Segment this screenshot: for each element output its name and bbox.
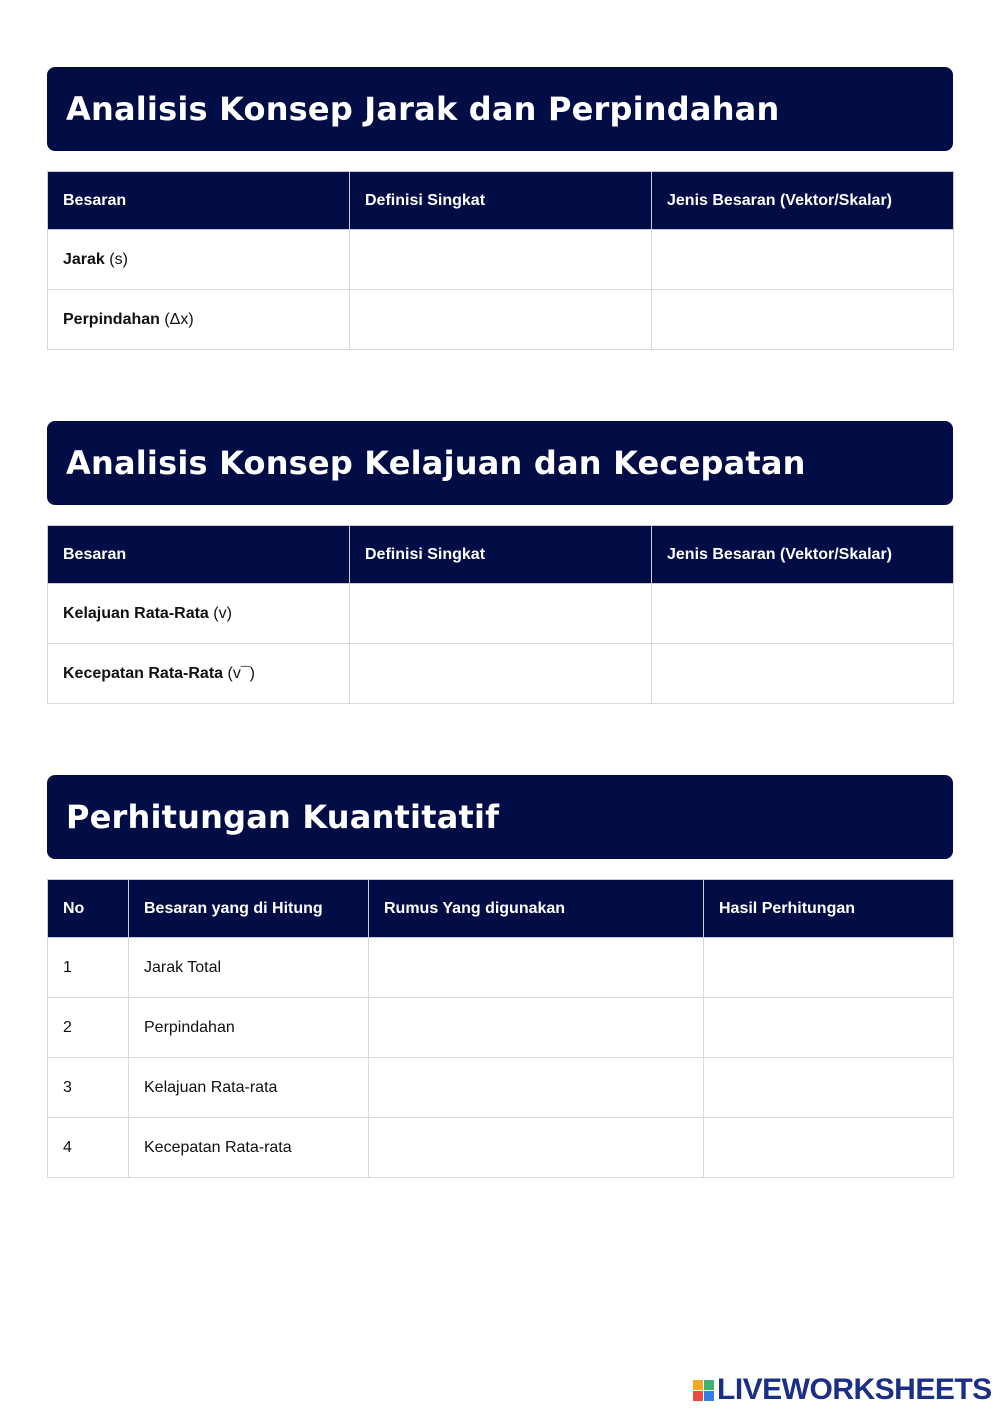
formula-answer-cell[interactable]: [369, 998, 704, 1058]
result-answer-cell[interactable]: [704, 998, 954, 1058]
row-number: 2: [48, 998, 129, 1058]
section-title: Analisis Konsep Kelajuan dan Kecepatan: [66, 444, 806, 482]
row-number: 1: [48, 938, 129, 998]
column-header: Rumus Yang digunakan: [369, 880, 704, 938]
quantity-symbol: (v¯): [223, 664, 255, 682]
quantity-symbol: (s): [104, 250, 128, 268]
type-answer-cell[interactable]: [652, 290, 954, 350]
quantity-cell: [48, 644, 350, 704]
quantity-cell: Kecepatan Rata-rata: [129, 1118, 369, 1178]
table-row: [48, 584, 954, 644]
section-banner-distance: [47, 67, 953, 151]
column-header: Besaran yang di Hitung: [129, 880, 369, 938]
definition-answer-cell[interactable]: [350, 644, 652, 704]
quantity-name: Jarak: [63, 250, 105, 268]
section-title: Perhitungan Kuantitatif: [66, 798, 500, 836]
quantity-cell: [48, 584, 350, 644]
table-speed-velocity: [47, 525, 954, 704]
quantity-name: Perpindahan: [63, 310, 160, 328]
definition-answer-cell[interactable]: [350, 290, 652, 350]
section-banner-speed: [47, 421, 953, 505]
table-quantitative-calculation: [47, 879, 954, 1178]
table-row: [48, 1058, 954, 1118]
column-header: Besaran: [48, 172, 350, 230]
column-header: Jenis Besaran (Vektor/Skalar): [652, 526, 954, 584]
quantity-cell: Kelajuan Rata-rata: [129, 1058, 369, 1118]
logo-square-icon: [704, 1391, 714, 1401]
quantity-name: Kelajuan Rata-Rata: [63, 604, 209, 622]
column-header: Jenis Besaran (Vektor/Skalar): [652, 172, 954, 230]
table-distance-displacement: [47, 171, 954, 350]
definition-answer-cell[interactable]: [350, 584, 652, 644]
table-row: [48, 290, 954, 350]
table-row: [48, 1118, 954, 1178]
column-header: Definisi Singkat: [350, 172, 652, 230]
table-row: [48, 938, 954, 998]
quantity-cell: [48, 290, 350, 350]
type-answer-cell[interactable]: [652, 584, 954, 644]
column-header: No: [48, 880, 129, 938]
logo-icon: [693, 1380, 714, 1401]
table-header-row: [48, 880, 954, 938]
result-answer-cell[interactable]: [704, 1118, 954, 1178]
type-answer-cell[interactable]: [652, 230, 954, 290]
quantity-symbol: (Δx): [159, 310, 194, 328]
row-number: 4: [48, 1118, 129, 1178]
quantity-symbol: (v): [208, 604, 232, 622]
table-row: [48, 230, 954, 290]
table-row: [48, 644, 954, 704]
result-answer-cell[interactable]: [704, 938, 954, 998]
column-header: Hasil Perhitungan: [704, 880, 954, 938]
type-answer-cell[interactable]: [652, 644, 954, 704]
table-header-row: [48, 526, 954, 584]
row-number: 3: [48, 1058, 129, 1118]
quantity-cell: Jarak Total: [129, 938, 369, 998]
formula-answer-cell[interactable]: [369, 1058, 704, 1118]
column-header: Besaran: [48, 526, 350, 584]
logo-square-icon: [693, 1380, 703, 1390]
logo-text: LIVEWORKSHEETS: [717, 1373, 992, 1406]
column-header: Definisi Singkat: [350, 526, 652, 584]
section-banner-calculation: [47, 775, 953, 859]
logo-square-icon: [704, 1380, 714, 1390]
quantity-name: Kecepatan Rata-Rata: [63, 664, 224, 682]
quantity-cell: [48, 230, 350, 290]
formula-answer-cell[interactable]: [369, 938, 704, 998]
section-title: Analisis Konsep Jarak dan Perpindahan: [66, 90, 780, 128]
table-row: [48, 998, 954, 1058]
formula-answer-cell[interactable]: [369, 1118, 704, 1178]
quantity-cell: Perpindahan: [129, 998, 369, 1058]
liveworksheets-logo[interactable]: [693, 1373, 992, 1406]
table-header-row: [48, 172, 954, 230]
logo-square-icon: [693, 1391, 703, 1401]
definition-answer-cell[interactable]: [350, 230, 652, 290]
result-answer-cell[interactable]: [704, 1058, 954, 1118]
